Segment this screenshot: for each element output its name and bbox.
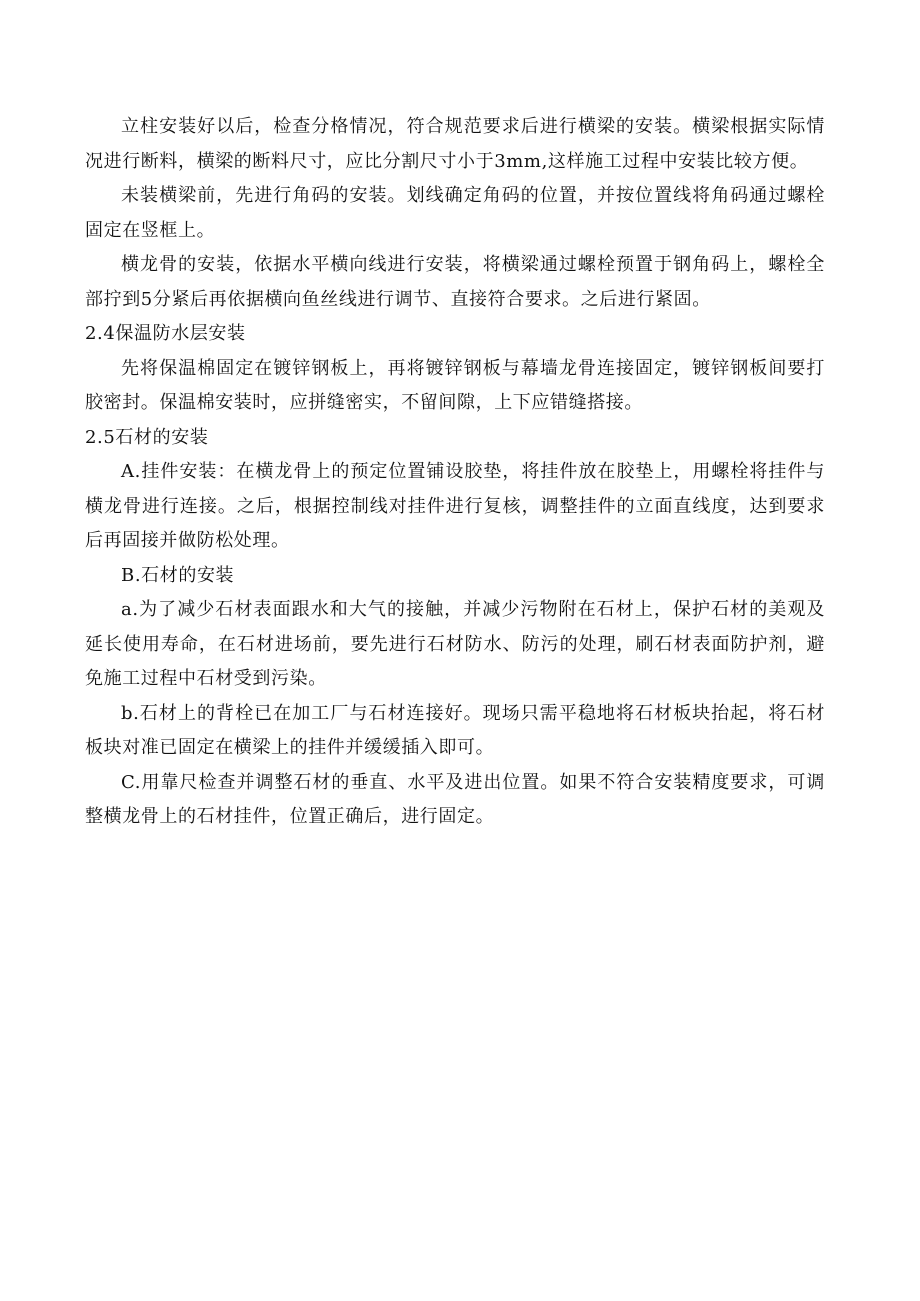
paragraph-column-install: 立柱安装好以后，检查分格情况，符合规范要求后进行横梁的安装。横梁根据实际情况进行断料，横梁的断料尺寸，应比分割尺寸小于3mm,这样施工过程中安装比较方便。 xyxy=(85,116,825,172)
document-page xyxy=(85,110,825,835)
subheading-stone-install: B.石材的安装 xyxy=(121,564,235,586)
paragraph-hanger-install: A.挂件安装：在横龙骨上的预定位置铺设胶垫，将挂件放在胶垫上，用螺栓将挂件与横龙骨进行连接。之后，根据控制线对挂件进行复核，调整挂件的立面直线度，达到要求后再固接并做防松处理。 xyxy=(85,461,825,551)
paragraph-back-bolt: b.石材上的背栓已在加工厂与石材连接好。现场只需平稳地将石材板块抬起，将石材板块对准已固定在横梁上的挂件并缓缓插入即可。 xyxy=(85,702,825,758)
paragraph-adjustment: C.用靠尺检查并调整石材的垂直、水平及进出位置。如果不符合安装精度要求，可调整横龙骨上的石材挂件，位置正确后，进行固定。 xyxy=(85,771,825,827)
paragraph-corner-bracket: 未装横梁前，先进行角码的安装。划线确定角码的位置，并按位置线将角码通过螺栓固定在竖框上。 xyxy=(85,185,825,241)
section-heading-insulation: 2.4保温防水层安装 xyxy=(85,323,246,344)
section-heading-stone: 2.5石材的安装 xyxy=(85,426,209,448)
paragraph-horizontal-keel: 横龙骨的安装，依据水平横向线进行安装，将横梁通过螺栓预置于钢角码上，螺栓全部拧到5分紧后再依据横向鱼丝线进行调节、直接符合要求。之后进行紧固。 xyxy=(85,254,825,310)
paragraph-stone-protection: a.为了减少石材表面跟水和大气的接触，并减少污物附在石材上，保护石材的美观及延长使用寿命，在石材进场前，要先进行石材防水、防污的处理，刷石材表面防护剂，避免施工过程中石材受到污染。 xyxy=(85,599,825,689)
paragraph-insulation: 先将保温棉固定在镀锌钢板上，再将镀锌钢板与幕墙龙骨连接固定，镀锌钢板间要打胶密封。保温棉安装时，应拼缝密实，不留间隙，上下应错缝搭接。 xyxy=(85,357,825,413)
